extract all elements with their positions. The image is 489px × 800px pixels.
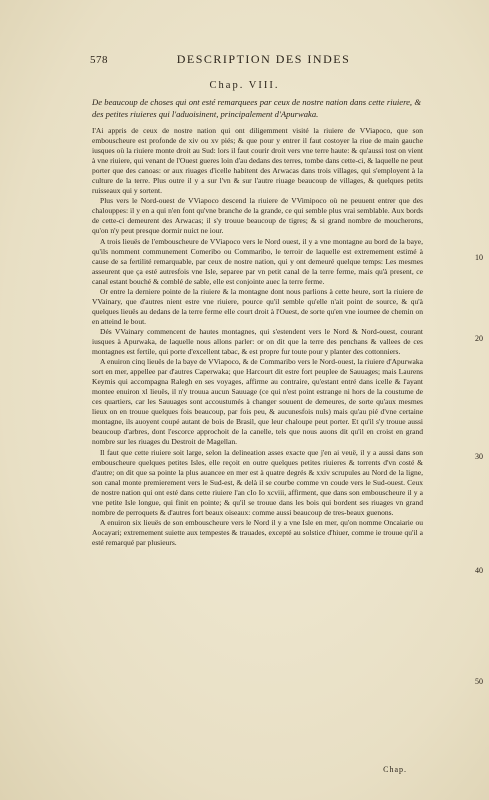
paragraph-text: Dés VVainary commencent de hautes montagnes, qui s'estendent vers le Nord & Nord-ouest, courant iusques à Apurwaka, de laquelle nous allons parler: or on dit que la terre des penchans & vallees de ces montagnes est fertile, qui porte d'excellent tabac, & est propre fur toute pour y planter des cottonniers. [92, 326, 423, 357]
paragraph [92, 196, 423, 236]
catchword: Chap. [383, 765, 407, 774]
paragraph [92, 126, 423, 196]
body-text [92, 126, 423, 548]
margin-number: 20 [475, 334, 483, 343]
paragraph [92, 518, 423, 548]
page-header [90, 52, 419, 67]
paragraph [92, 357, 423, 447]
paragraph-text: Plus vers le Nord-ouest de VViapoco descend la riuiere de VVimipoco où ne peuuent entrer que des chalouppes: il y en a qui n'en font qu'vne branche de la grande, ce qui semble plus vrai semblable. Aux bords de cette-ci demeurent des Arwacas; il s'y trouue beaucoup de tigres; & si grand nombre de moucherons, qu'on n'y peut presque dormir nuict ne iour. [92, 196, 423, 236]
running-head: DESCRIPTION DES INDES [176, 52, 351, 66]
margin-number: 40 [475, 566, 483, 575]
chapter-heading: De beaucoup de choses qui ont esté remarquees par ceux de nostre nation dans cette riuiere, & des petites riuieres qui l'aduoisinent, principalement d'Apurwaka. [92, 97, 421, 119]
paragraph [92, 448, 423, 518]
margin-number: 50 [475, 677, 483, 686]
paragraph-text: A enuiron six lieuës de son embouscheure vers le Nord il y a vne Isle en mer, qu'on nomme Oncaiarie ou Aocayari; extremement suiette aux tempestes & trauades, excepté au solstice d'hiuer, comme ie trouue qu'il a esté remarqué par plusieurs. [92, 517, 423, 547]
page-number: 578 [90, 54, 108, 66]
paragraph-text: Or entre la derniere pointe de la riuiere & la montagne dont nous parlions à cette heure, sort la riuiere de VVainary, que d'autres nient estre vne riuiere, pource qu'il semble qu'elle n'ait point de source, & qu'à quelques lieuës au dedans de la terre ferme elle court droit à l'Ouest, de sorte qu'en vne iournee de chemin on en atteind le bout. [92, 286, 423, 326]
chapter-title: Chap. VIII. [209, 80, 280, 91]
paragraph-text: A enuiron cinq lieuës de la baye de VViapoco, & de Commaribo vers le Nord-ouest, la riuiere d'Apurwaka sort en mer, appellee par d'autres Caperwaka; que Harcourt dit estre fort peuplee de Sauuages; mais Laurens Keymis qui accompagna Ralegh en ses voyages, affirme au contraire, qu'estant entré dans icelle & l'ayant montee enuiron xl lieuës, il n'y trouua aucun Sauuage (ce qui n'est point estrange ni hors de la coustume de ces quartiers, car les Sauuages sont accoustumés à changer souuent de demeures, de sorte qu'aux mesmes lieux on en trouue quelques fois beaucoup, par fois peu, & aucunesfois nuls) mais qu'au pié d'vne certaine montagne, ils auoyent coupé autant de bois de Brasil, que leur chaloupe peut porter. Et qu'il s'y trouue aussi beaucoup d'arbres, dont l'escorce approchoit de la canelle, tels que nous auons dit qu'il en croist en grand nombre sur les riuages du Destroit de Magellan. [92, 357, 423, 447]
paragraph-text: I'Ai appris de ceux de nostre nation qui ont diligemment visité la riuiere de VViapoco, que son embouscheure est profonde de xiv ou xv piés; & que pour y entrer il faut costoyer la riue de main gauche iusques où la riuiere monte droit au Sud: lors il faut courir droit vers vne terre haute: & qu'aussi tost on vient à vne riuiere, qui venant de l'Ouest gueres loin d'au dedans des terres, tombe dans cette-ci, & laquelle ne peut porter que des canoas: or aux riuages d'icelle habitent des Arwacas dans trois villages, qui s'employent à la culture de la terre. Plus outre il y a sur l'vn & sur l'autre riuage beaucoup de villages, & quelques petits ruisseaux qui y sortent. [92, 126, 423, 196]
margin-number: 30 [475, 452, 483, 461]
paragraph-text: A trois lieuës de l'embouscheure de VViapoco vers le Nord ouest, il y a vne montagne au bord de la baye, qu'ils nomment communement Comeribo ou Commaribo, le terroir de laquelle est extremement estimé à cause de sa fertilité remarquable, par ceux de nostre nation, qui y ont demeuré quelque temps: Les mesmes asseurent que ça esté autresfois vne Isle, separee par vn petit canal de la terre ferme, mais qu'à present, ce canal estant bouché & comblé de sable, elle est conjointe auec la terre ferme. [92, 236, 423, 286]
paragraph [92, 237, 423, 287]
margin-line-numbers [465, 0, 489, 800]
margin-number: 10 [475, 253, 483, 262]
paragraph [92, 287, 423, 327]
paragraph [92, 327, 423, 357]
paragraph-text: Il faut que cette riuiere soit large, selon la delineation asses exacte que j'en ai veuë, il y a aussi dans son embouscheure quelques petites Isles, elle reçoit en outre quelques petites riuieres & torrents d'vn costé & d'autre; on dit que sa pointe la plus auancee en mer est à quatre degrés & xxiv scrupules au Nord de la ligne, son canal monte premierement vers le Sud-est, & delà il se courbe comme vn coude vers le Sud-ouest. Ceux de nostre nation qui ont esté dans cette riuiere l'an cIo Io xcviii, affirment, que dans son embouscheure il y a vne petite Isle longue, qui finit en pointe; & qu'il se trouue dans les bois qui bordent ses riuages vn grand nombre de perroquets & d'autres fort beaux oiseaux: comme aussi beaucoup de tres-beaux guenons. [92, 447, 423, 517]
